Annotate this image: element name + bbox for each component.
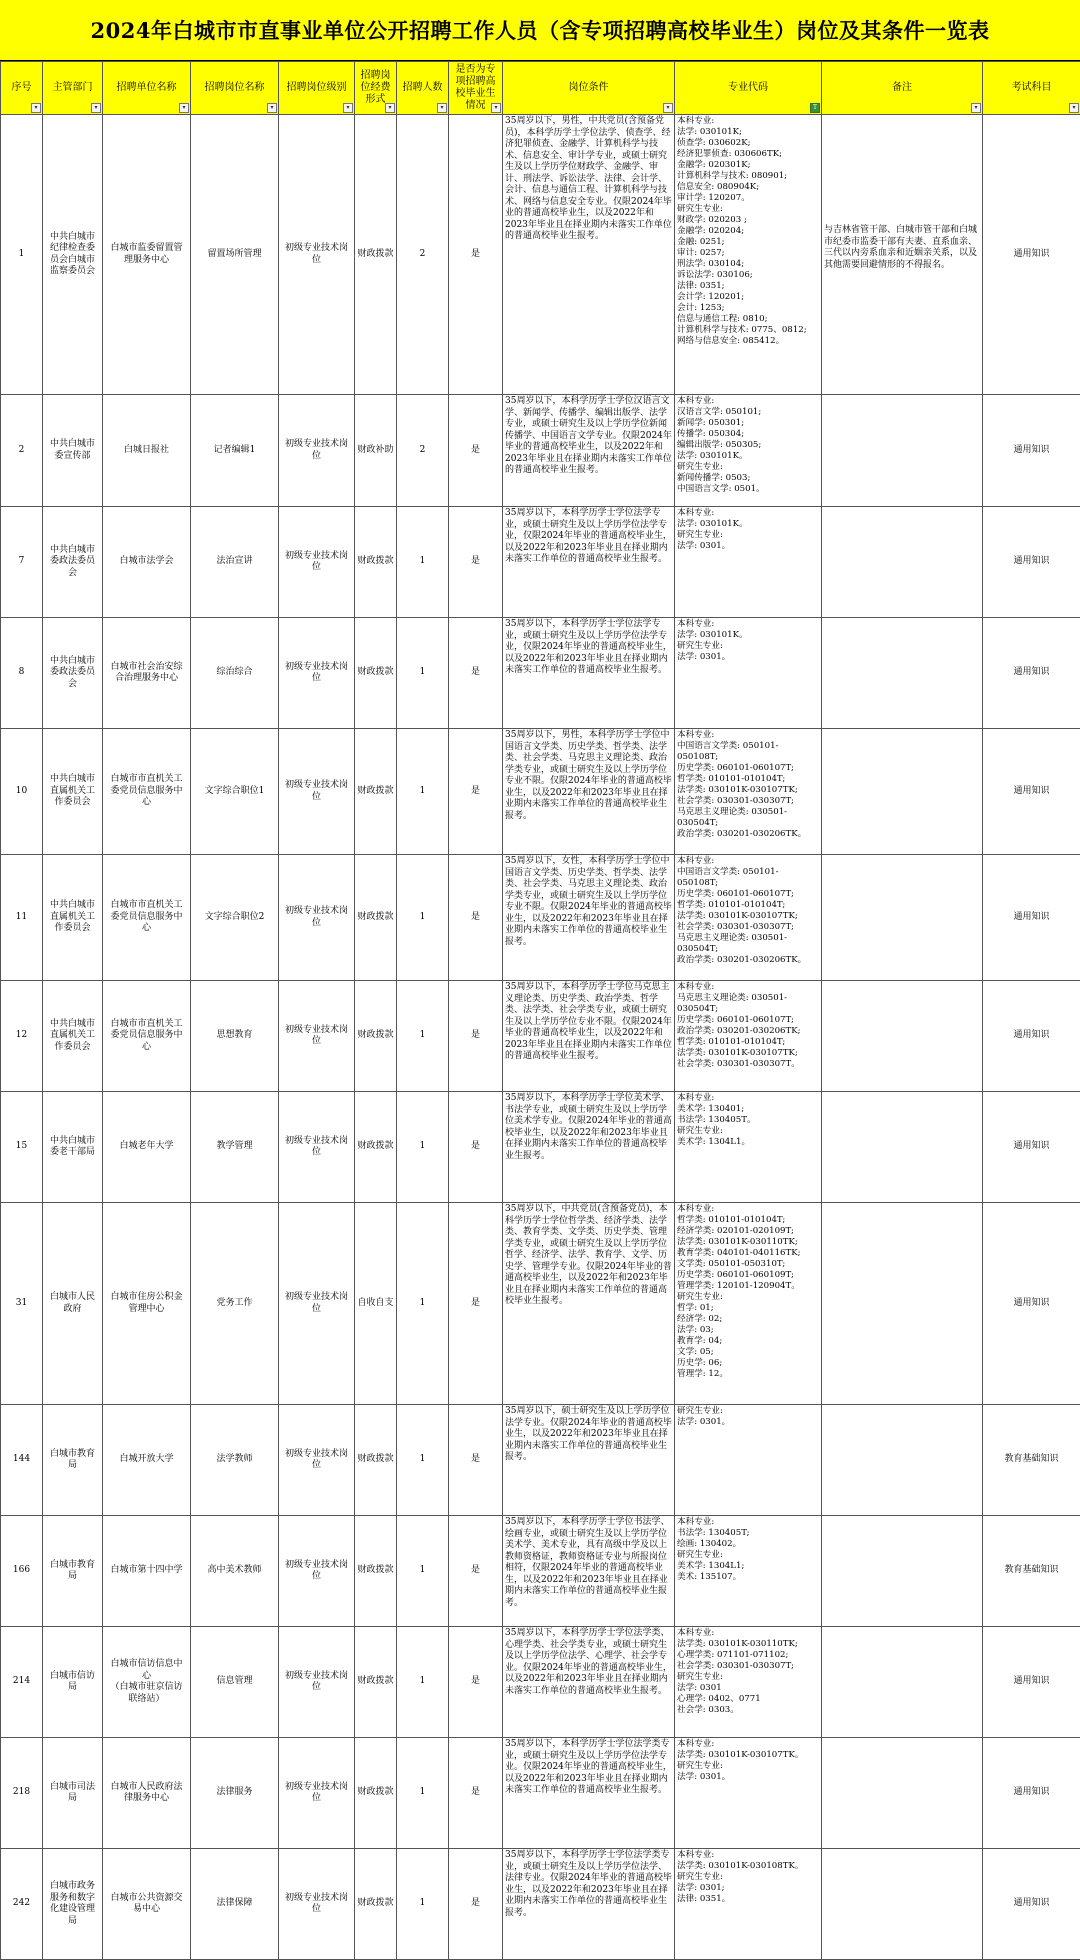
cell-no[interactable]: 7: [1, 507, 43, 618]
cell-count[interactable]: 1: [397, 1516, 449, 1627]
cell-count[interactable]: 1: [397, 618, 449, 729]
cell-major-codes[interactable]: 本科专业: 法学类: 030101K-030110TK; 心理学类: 071101-071102; 社会学类: 030301-030307T; 研究生专业: 法学: 0301 心理学: 0402、0771 社会学: 0303。: [675, 1627, 822, 1738]
cell-special[interactable]: 是: [449, 1627, 503, 1738]
column-header: [449, 62, 503, 115]
cell-count[interactable]: 1: [397, 1405, 449, 1516]
table-row: [1, 1516, 1080, 1627]
cell-special[interactable]: 是: [449, 115, 503, 395]
column-header-label: 是否为专项招聘高校毕业生情况: [456, 64, 496, 111]
cell-note[interactable]: [822, 1627, 983, 1738]
column-header-label: 招聘单位名称: [117, 82, 177, 93]
cell-no[interactable]: 1: [1, 115, 43, 395]
cell-post[interactable]: 法治宣讲: [191, 507, 279, 618]
cell-post[interactable]: 高中美术教师: [191, 1516, 279, 1627]
table-row: [1, 1849, 1080, 1960]
cell-note[interactable]: [822, 507, 983, 618]
cell-unit[interactable]: 白城市住房公积金管理中心: [103, 1203, 191, 1405]
column-header-label: 专业代码: [728, 82, 768, 93]
cell-level[interactable]: 初级专业技术岗位: [279, 1203, 355, 1405]
cell-special[interactable]: 是: [449, 1516, 503, 1627]
cell-unit[interactable]: 白城市市直机关工委党员信息服务中心: [103, 855, 191, 981]
cell-note[interactable]: [822, 1405, 983, 1516]
cell-no[interactable]: 10: [1, 729, 43, 855]
cell-conditions[interactable]: 35周岁以下，男性，中共党员(含预备党员)，本科学历学士学位法学、侦查学、经济犯罪侦查、金融学、计算机科学与技术、信息安全、审计学专业，或硕士研究生及以上学历学位财政学、金融学、审计、刑法学、诉讼法学、法律、会计学、会计、信息与通信工程、计算机科学与技术、网络与信息安全专业。仅限2024年毕业的普通高校毕业生，以及2022年和2023年毕业且在择业期内未落实工作单位的普通高校毕业生报考。: [503, 115, 675, 395]
cell-unit[interactable]: 白城开放大学: [103, 1405, 191, 1516]
cell-conditions[interactable]: 35周岁以下，本科学历学士学位书法学、绘画专业，或硕士研究生及以上学历学位美术学、美术专业，具有高级中学及以上教师资格证，教师资格证专业与所报岗位相符，仅限2024年毕业的普通高校毕业生，以及2022年和2023年毕业且在择业期内未落实工作单位的普通高校毕业生报考。: [503, 1516, 675, 1627]
filter-dropdown-icon[interactable]: ▾: [1069, 103, 1079, 113]
cell-special[interactable]: 是: [449, 618, 503, 729]
cell-post[interactable]: 信息管理: [191, 1627, 279, 1738]
cell-major-codes[interactable]: 本科专业: 书法学: 130405T; 绘画: 130402。 研究生专业: 美术学: 1304L1; 美术: 135107。: [675, 1516, 822, 1627]
column-header: [397, 62, 449, 115]
cell-post[interactable]: 法律保障: [191, 1849, 279, 1960]
cell-dept[interactable]: 中共白城市直属机关工作委员会: [43, 981, 103, 1092]
cell-level[interactable]: 初级专业技术岗位: [279, 1405, 355, 1516]
cell-conditions[interactable]: 35周岁以下，男性，本科学历学士学位中国语言文学类、历史学类、哲学类、法学类、社会学类、马克思主义理论类、政治学类专业，或硕士研究生及以上学历学位专业不限。仅限2024年毕业的普通高校毕业生，以及2022年和2023年毕业且在择业期内未落实工作单位的普通高校毕业生报考。: [503, 729, 675, 855]
cell-conditions[interactable]: 35周岁以下，本科学历学士学位汉语言文学、新闻学、传播学、编辑出版学、法学专业，或硕士研究生及以上学历学位新闻传播学、中国语言文学专业。仅限2024年毕业的普通高校毕业生，以及2022年和2023年毕业且在择业期内未落实工作单位的普通高校毕业生报考。: [503, 395, 675, 507]
cell-unit[interactable]: 白城市人民政府法律服务中心: [103, 1738, 191, 1849]
cell-conditions[interactable]: 35周岁以下，本科学历学士学位美术学、书法学专业，或硕士研究生及以上学历学位美术学专业。仅限2024年毕业的普通高校毕业生，以及2022年和2023年毕业且在择业期内未落实工作单位的普通高校毕业生报考。: [503, 1092, 675, 1203]
cell-dept[interactable]: 中共白城市委政法委员会: [43, 507, 103, 618]
cell-post[interactable]: 文字综合职位1: [191, 729, 279, 855]
cell-no[interactable]: 218: [1, 1738, 43, 1849]
cell-no[interactable]: 15: [1, 1092, 43, 1203]
cell-dept[interactable]: 中共白城市委老干部局: [43, 1092, 103, 1203]
table-body: [1, 115, 1080, 1960]
cell-major-codes[interactable]: 本科专业: 汉语言文学: 050101; 新闻学: 050301; 传播学: 050304; 编辑出版学: 050305; 法学: 030101K。 研究生专业: 新闻传播学: 0503; 中国语言文学: 0501。: [675, 395, 822, 507]
cell-major-codes[interactable]: 本科专业: 法学类: 030101K-030108TK。 研究生专业: 法学: 0301; 法律: 0351。: [675, 1849, 822, 1960]
cell-post[interactable]: 留置场所管理: [191, 115, 279, 395]
cell-special[interactable]: 是: [449, 1092, 503, 1203]
cell-count[interactable]: 1: [397, 981, 449, 1092]
cell-no[interactable]: 166: [1, 1516, 43, 1627]
cell-dept[interactable]: 白城市司法局: [43, 1738, 103, 1849]
cell-major-codes[interactable]: 本科专业: 马克思主义理论类: 030501-030504T; 历史学类: 060101-060107T; 政治学类: 030201-030206TK; 哲学类: 010101-010104T; 法学类: 030101K-030107TK; 社会学类: 030301-030307T。: [675, 981, 822, 1092]
cell-unit[interactable]: 白城市监委留置管理服务中心: [103, 115, 191, 395]
table-row: [1, 1203, 1080, 1405]
cell-exam[interactable]: 通用知识: [983, 618, 1080, 729]
cell-fund[interactable]: 财政拨款: [355, 981, 397, 1092]
cell-exam[interactable]: 通用知识: [983, 729, 1080, 855]
cell-fund[interactable]: 财政拨款: [355, 507, 397, 618]
cell-dept[interactable]: 中共白城市直属机关工作委员会: [43, 855, 103, 981]
cell-no[interactable]: 242: [1, 1849, 43, 1960]
cell-unit[interactable]: 白城老年大学: [103, 1092, 191, 1203]
cell-major-codes[interactable]: 本科专业: 美术学: 130401; 书法学: 130405T。 研究生专业: 美术学: 1304L1。: [675, 1092, 822, 1203]
page-title: 2024年白城市市直事业单位公开招聘工作人员（含专项招聘高校毕业生）岗位及其条件一览表: [0, 0, 1080, 61]
table-row: [1, 855, 1080, 981]
cell-note[interactable]: [822, 1516, 983, 1627]
table-row: [1, 981, 1080, 1092]
cell-level[interactable]: 初级专业技术岗位: [279, 855, 355, 981]
table-row: [1, 1405, 1080, 1516]
cell-count[interactable]: 1: [397, 1738, 449, 1849]
column-header-label: 岗位条件: [569, 82, 609, 93]
cell-fund[interactable]: 自收自支: [355, 1203, 397, 1405]
cell-post[interactable]: 思想教育: [191, 981, 279, 1092]
cell-count[interactable]: 1: [397, 1203, 449, 1405]
filter-dropdown-icon[interactable]: ▾: [343, 103, 353, 113]
column-header-label: 招聘岗位名称: [205, 82, 265, 93]
cell-post[interactable]: 教学管理: [191, 1092, 279, 1203]
column-header-label: 考试科目: [1012, 82, 1052, 93]
cell-fund[interactable]: 财政拨款: [355, 1516, 397, 1627]
column-header-label: 序号: [12, 82, 32, 93]
column-header: [43, 62, 103, 115]
cell-no[interactable]: 31: [1, 1203, 43, 1405]
cell-dept[interactable]: 中共白城市委政法委员会: [43, 618, 103, 729]
cell-post[interactable]: 记者编辑1: [191, 395, 279, 507]
cell-dept[interactable]: 白城市信访局: [43, 1627, 103, 1738]
cell-conditions[interactable]: 35周岁以下，本科学历学士学位法学类专业，或硕士研究生及以上学历学位法学专业。仅限2024年毕业的普通高校毕业生，以及2022年和2023年毕业且在择业期内未落实工作单位的普通高校毕业生报考。: [503, 1738, 675, 1849]
cell-exam[interactable]: 通用知识: [983, 115, 1080, 395]
cell-fund[interactable]: 财政拨款: [355, 618, 397, 729]
cell-level[interactable]: 初级专业技术岗位: [279, 115, 355, 395]
cell-fund[interactable]: 财政拨款: [355, 115, 397, 395]
cell-level[interactable]: 初级专业技术岗位: [279, 729, 355, 855]
filter-dropdown-icon[interactable]: T: [810, 103, 820, 113]
cell-fund[interactable]: 财政补助: [355, 395, 397, 507]
cell-major-codes[interactable]: 研究生专业: 法学: 0301。: [675, 1405, 822, 1516]
filter-dropdown-icon[interactable]: ▾: [179, 103, 189, 113]
cell-special[interactable]: 是: [449, 729, 503, 855]
cell-special[interactable]: 是: [449, 1405, 503, 1516]
cell-note[interactable]: [822, 618, 983, 729]
filter-dropdown-icon[interactable]: ▾: [31, 103, 41, 113]
filter-dropdown-icon[interactable]: ▾: [91, 103, 101, 113]
cell-count[interactable]: 1: [397, 1092, 449, 1203]
cell-exam[interactable]: 通用知识: [983, 981, 1080, 1092]
cell-exam[interactable]: 通用知识: [983, 507, 1080, 618]
filter-dropdown-icon[interactable]: ▾: [971, 103, 981, 113]
cell-count[interactable]: 1: [397, 1849, 449, 1960]
cell-unit[interactable]: 白城市信访信息中心 （白城市驻京信访联络站）: [103, 1627, 191, 1738]
cell-note[interactable]: [822, 1849, 983, 1960]
cell-conditions[interactable]: 35周岁以下，本科学历学士学位马克思主义理论类、历史学类、政治学类、哲学类、法学类、社会学类专业，或硕士研究生及以上学历学位专业不限。仅限2024年毕业的普通高校毕业生，以及2022年和2023年毕业且在择业期内未落实工作单位的普通高校毕业生报考。: [503, 981, 675, 1092]
column-header: [822, 62, 983, 115]
cell-note[interactable]: [822, 1738, 983, 1849]
cell-dept[interactable]: 中共白城市委宣传部: [43, 395, 103, 507]
filter-dropdown-icon[interactable]: ▾: [267, 103, 277, 113]
table-row: [1, 1738, 1080, 1849]
cell-note[interactable]: [822, 395, 983, 507]
cell-post[interactable]: 法学教师: [191, 1405, 279, 1516]
table-row: [1, 115, 1080, 395]
cell-count[interactable]: 1: [397, 507, 449, 618]
cell-major-codes[interactable]: 本科专业: 法学: 030101K。 研究生专业: 法学: 0301。: [675, 507, 822, 618]
cell-count[interactable]: 2: [397, 115, 449, 395]
cell-level[interactable]: 初级专业技术岗位: [279, 395, 355, 507]
cell-major-codes[interactable]: 本科专业: 法学: 030101K。 研究生专业: 法学: 0301。: [675, 618, 822, 729]
filter-dropdown-icon[interactable]: ▾: [437, 103, 447, 113]
table-row: [1, 618, 1080, 729]
cell-unit[interactable]: 白城市公共资源交易中心: [103, 1849, 191, 1960]
cell-post[interactable]: 文字综合职位2: [191, 855, 279, 981]
cell-note[interactable]: [822, 1203, 983, 1405]
cell-exam[interactable]: 通用知识: [983, 1203, 1080, 1405]
table-row: [1, 1627, 1080, 1738]
cell-unit[interactable]: 白城市法学会: [103, 507, 191, 618]
cell-major-codes[interactable]: 本科专业: 法学: 030101K; 侦查学: 030602K; 经济犯罪侦查: 030606TK; 金融学: 020301K; 计算机科学与技术: 080901; 信息安全: 080904K; 审计学: 120207。 研究生专业: 财政学: 020203 ; 金融学: 020204; 金融: 0251; 审计: 0257; 刑法学: 030104; 诉讼法学: 030106; 法律: 0351; 会计学: 120201; 会计: 1253; 信息与通信工程: 0810; 计算机科学与技术: 0775、0812; 网络与信息安全: 085412。: [675, 115, 822, 395]
column-header: [675, 62, 822, 115]
cell-special[interactable]: 是: [449, 1738, 503, 1849]
cell-note[interactable]: 与吉林省管干部、白城市管干部和白城市纪委市监委干部有夫妻、直系血亲、三代以内旁系血亲和近姻亲关系，以及其他需要回避情形的不得报名。: [822, 115, 983, 395]
cell-major-codes[interactable]: 本科专业: 中国语言文学类: 050101-050108T; 历史学类: 060101-060107T; 哲学类: 010101-010104T; 法学类: 030101K-030107TK; 社会学类: 030301-030307T; 马克思主义理论类: 030501-030504T; 政治学类: 030201-030206TK。: [675, 729, 822, 855]
cell-level[interactable]: 初级专业技术岗位: [279, 1627, 355, 1738]
cell-conditions[interactable]: 35周岁以下，硕士研究生及以上学历学位法学专业。仅限2024年毕业的普通高校毕业生，以及2022年和2023年毕业且在择业期内未落实工作单位的普通高校毕业生报考。: [503, 1405, 675, 1516]
cell-count[interactable]: 1: [397, 729, 449, 855]
cell-note[interactable]: [822, 981, 983, 1092]
cell-special[interactable]: 是: [449, 395, 503, 507]
cell-major-codes[interactable]: 本科专业: 法学类: 030101K-030107TK。 研究生专业: 法学: 0301。: [675, 1738, 822, 1849]
cell-no[interactable]: 8: [1, 618, 43, 729]
cell-note[interactable]: [822, 1092, 983, 1203]
cell-conditions[interactable]: 35周岁以下，本科学历学士学位法学类专业，或硕士研究生及以上学历学位法学、法律专业。仅限2024年毕业的普通高校毕业生，以及2022年和2023年毕业且在择业期内未落实工作单位的普通高校毕业生报考。: [503, 1849, 675, 1960]
cell-exam[interactable]: 通用知识: [983, 1627, 1080, 1738]
column-header: [355, 62, 397, 115]
cell-conditions[interactable]: 35周岁以下，中共党员(含预备党员)，本科学历学士学位哲学类、经济学类、法学类、教育学类、文学类、历史学类、管理学类专业，或硕士研究生及以上学历学位哲学、经济学、法学、教育学、文学、历史学、管理学专业。仅限2024年毕业的普通高校毕业生，以及2022年和2023年毕业且在择业期内未落实工作单位的普通高校毕业生报考。: [503, 1203, 675, 1405]
column-header: [983, 62, 1080, 115]
column-header: [503, 62, 675, 115]
header-row: [1, 62, 1080, 115]
cell-no[interactable]: 144: [1, 1405, 43, 1516]
cell-major-codes[interactable]: 本科专业: 中国语言文学类: 050101-050108T; 历史学类: 060101-060107T; 哲学类: 010101-010104T; 法学类: 030101K-030107TK; 社会学类: 030301-030307T; 马克思主义理论类: 030501-030504T; 政治学类: 030201-030206TK。: [675, 855, 822, 981]
column-header: [191, 62, 279, 115]
cell-special[interactable]: 是: [449, 507, 503, 618]
cell-dept[interactable]: 白城市教育局: [43, 1405, 103, 1516]
column-header-label: 招聘人数: [403, 82, 443, 93]
cell-dept[interactable]: 中共白城市纪律检查委员会白城市监察委员会: [43, 115, 103, 395]
column-header-label: 备注: [892, 82, 912, 93]
table-row: [1, 1092, 1080, 1203]
cell-special[interactable]: 是: [449, 855, 503, 981]
cell-dept[interactable]: 中共白城市直属机关工作委员会: [43, 729, 103, 855]
cell-level[interactable]: 初级专业技术岗位: [279, 1738, 355, 1849]
cell-exam[interactable]: 通用知识: [983, 1849, 1080, 1960]
cell-unit[interactable]: 白城市社会治安综合治理服务中心: [103, 618, 191, 729]
cell-no[interactable]: 12: [1, 981, 43, 1092]
cell-conditions[interactable]: 35周岁以下，本科学历学士学位法学类、心理学类、社会学类专业，或硕士研究生及以上学历学位法学、心理学、社会学专业。仅限2024年毕业的普通高校毕业生，以及2022年和2023年毕业且在择业期内未落实工作单位的普通高校毕业生报考。: [503, 1627, 675, 1738]
table-row: [1, 507, 1080, 618]
filter-dropdown-icon[interactable]: ▾: [385, 103, 395, 113]
cell-unit[interactable]: 白城市市直机关工委党员信息服务中心: [103, 981, 191, 1092]
column-header-label: 主管部门: [53, 82, 93, 93]
cell-dept[interactable]: 白城市政务服务和数字化建设管理局: [43, 1849, 103, 1960]
cell-count[interactable]: 2: [397, 395, 449, 507]
column-header: [1, 62, 43, 115]
cell-fund[interactable]: 财政拨款: [355, 855, 397, 981]
cell-fund[interactable]: 财政拨款: [355, 1405, 397, 1516]
cell-unit[interactable]: 白城市第十四中学: [103, 1516, 191, 1627]
cell-note[interactable]: [822, 855, 983, 981]
filter-dropdown-icon[interactable]: ▾: [663, 103, 673, 113]
cell-fund[interactable]: 财政拨款: [355, 1627, 397, 1738]
cell-level[interactable]: 初级专业技术岗位: [279, 1516, 355, 1627]
cell-exam[interactable]: 教育基础知识: [983, 1516, 1080, 1627]
cell-special[interactable]: 是: [449, 981, 503, 1092]
cell-level[interactable]: 初级专业技术岗位: [279, 1092, 355, 1203]
cell-dept[interactable]: 白城市教育局: [43, 1516, 103, 1627]
cell-count[interactable]: 1: [397, 855, 449, 981]
cell-exam[interactable]: 教育基础知识: [983, 1405, 1080, 1516]
cell-exam[interactable]: 通用知识: [983, 1092, 1080, 1203]
table-row: [1, 729, 1080, 855]
cell-no[interactable]: 11: [1, 855, 43, 981]
cell-level[interactable]: 初级专业技术岗位: [279, 1849, 355, 1960]
cell-exam[interactable]: 通用知识: [983, 1738, 1080, 1849]
cell-special[interactable]: 是: [449, 1849, 503, 1960]
cell-level[interactable]: 初级专业技术岗位: [279, 618, 355, 729]
cell-exam[interactable]: 通用知识: [983, 395, 1080, 507]
cell-unit[interactable]: 白城日报社: [103, 395, 191, 507]
cell-level[interactable]: 初级专业技术岗位: [279, 507, 355, 618]
cell-fund[interactable]: 财政拨款: [355, 1738, 397, 1849]
recruitment-table: [0, 61, 1080, 1960]
table-row: [1, 395, 1080, 507]
cell-conditions[interactable]: 35周岁以下，女性，本科学历学士学位中国语言文学类、历史学类、哲学类、法学类、社会学类、马克思主义理论类、政治学类专业，或硕士研究生及以上学历学位专业不限。仅限2024年毕业的普通高校毕业生，以及2022年和2023年毕业且在择业期内未落实工作单位的普通高校毕业生报考。: [503, 855, 675, 981]
column-header-label: 招聘岗位经费形式: [361, 70, 391, 105]
cell-unit[interactable]: 白城市市直机关工委党员信息服务中心: [103, 729, 191, 855]
cell-count[interactable]: 1: [397, 1627, 449, 1738]
cell-fund[interactable]: 财政拨款: [355, 1092, 397, 1203]
cell-level[interactable]: 初级专业技术岗位: [279, 981, 355, 1092]
cell-special[interactable]: 是: [449, 1203, 503, 1405]
column-header-label: 招聘岗位级别: [287, 82, 347, 93]
cell-post[interactable]: 党务工作: [191, 1203, 279, 1405]
cell-fund[interactable]: 财政拨款: [355, 729, 397, 855]
cell-conditions[interactable]: 35周岁以下，本科学历学士学位法学专业，或硕士研究生及以上学历学位法学专业，仅限2024年毕业的普通高校毕业生，以及2022年和2023年毕业且在择业期内未落实工作单位的普通高校毕业生报考。: [503, 507, 675, 618]
cell-conditions[interactable]: 35周岁以下，本科学历学士学位法学专业，或硕士研究生及以上学历学位法学专业，仅限2024年毕业的普通高校毕业生，以及2022年和2023年毕业且在择业期内未落实工作单位的普通高校毕业生报考。: [503, 618, 675, 729]
cell-dept[interactable]: 白城市人民政府: [43, 1203, 103, 1405]
cell-post[interactable]: 综治综合: [191, 618, 279, 729]
cell-no[interactable]: 214: [1, 1627, 43, 1738]
cell-major-codes[interactable]: 本科专业: 哲学类: 010101-010104T; 经济学类: 020101-020109T; 法学类: 030101K-030110TK; 教育学类: 040101-040116TK; 文学类: 050101-050310T; 历史学类: 060101-060109T; 管理学类: 120101-120904T。 研究生专业: 哲学: 01; 经济学: 02; 法学: 03; 教育学: 04; 文学: 05; 历史学: 06; 管理学: 12。: [675, 1203, 822, 1405]
cell-exam[interactable]: 通用知识: [983, 855, 1080, 981]
cell-post[interactable]: 法律服务: [191, 1738, 279, 1849]
filter-dropdown-icon[interactable]: ▾: [491, 103, 501, 113]
cell-no[interactable]: 2: [1, 395, 43, 507]
cell-note[interactable]: [822, 729, 983, 855]
column-header: [103, 62, 191, 115]
column-header: [279, 62, 355, 115]
cell-fund[interactable]: 财政拨款: [355, 1849, 397, 1960]
